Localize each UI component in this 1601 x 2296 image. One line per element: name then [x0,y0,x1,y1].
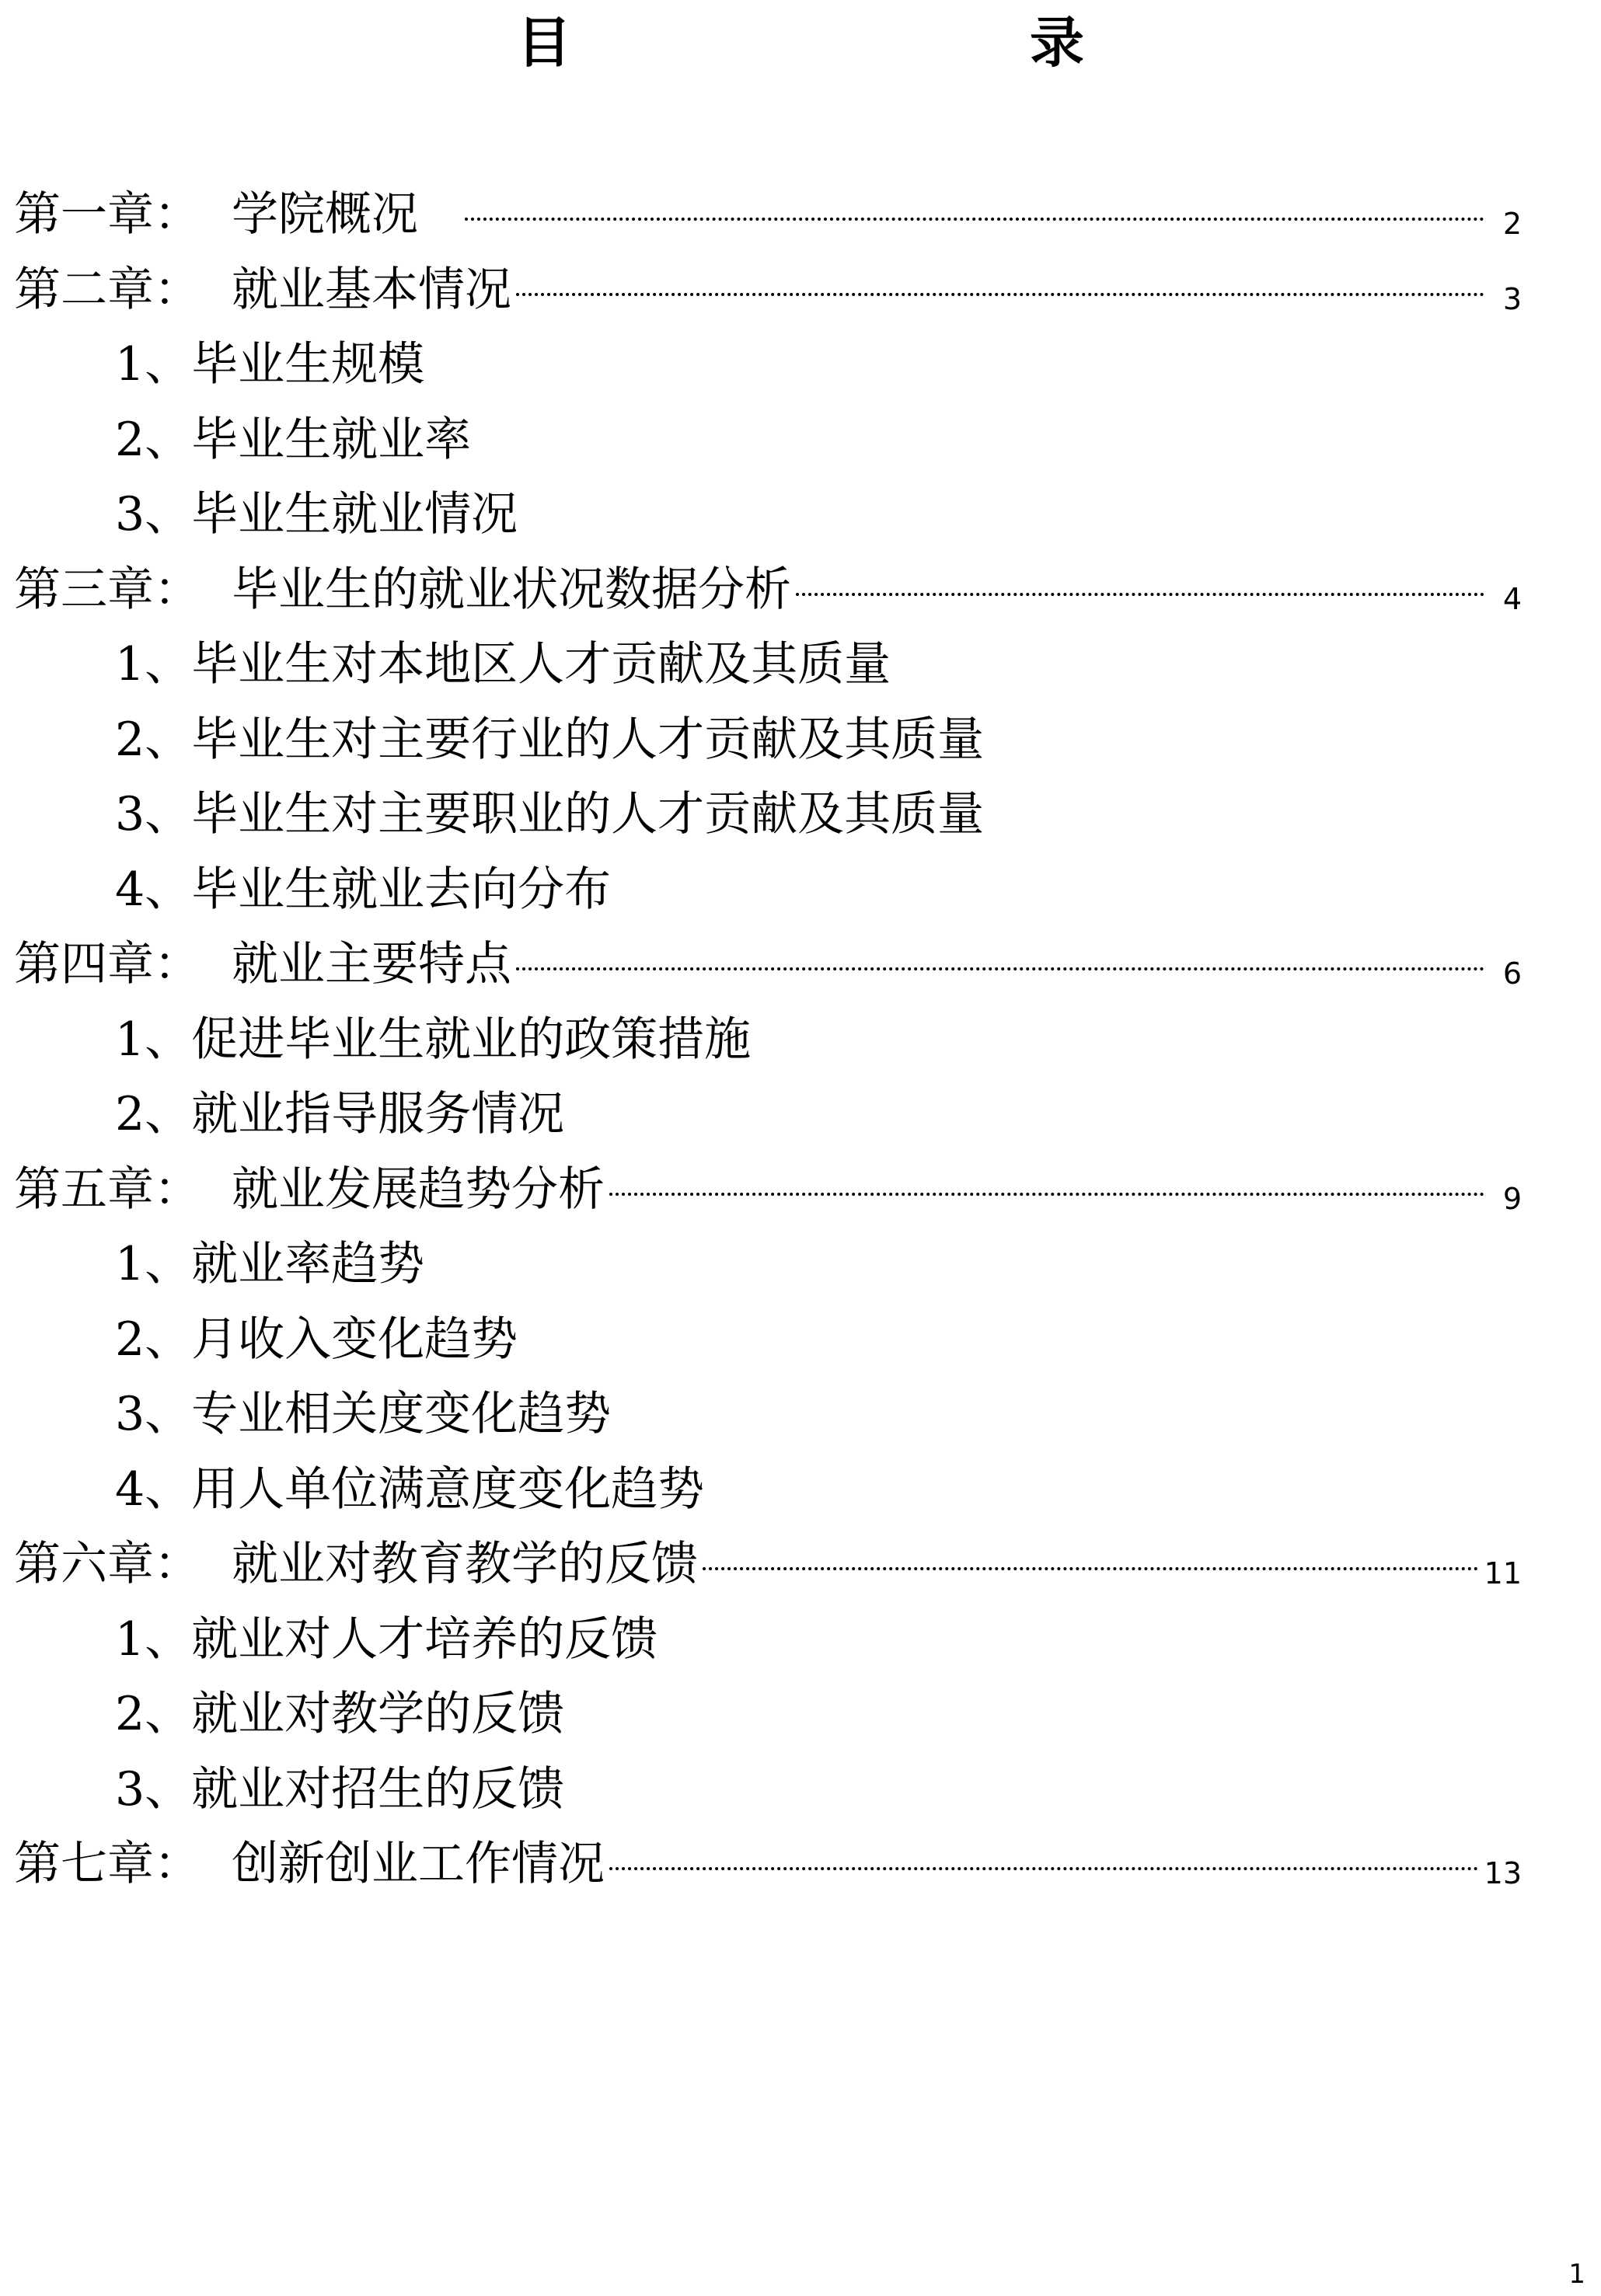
toc-chapter-label: 第三章： [14,562,201,617]
toc-chapter-title: 学院概况 [232,187,418,242]
toc-dot-leader [516,293,1484,296]
toc-page-number: 6 [1502,956,1522,991]
toc-chapter-title: 创新创业工作情况 [232,1837,605,1892]
toc-entry-text [14,253,511,327]
toc-section-title: 4、用人单位满意度变化趋势 [115,1462,705,1517]
toc-section[interactable] [14,1752,1522,1827]
toc-section[interactable] [14,1002,1522,1078]
toc-entry-text [14,552,791,627]
toc-entry-text [14,927,511,1002]
toc-entry-text [14,1527,698,1601]
toc-entry-text [14,1152,605,1227]
toc-section-title: 3、毕业生就业情况 [115,487,518,542]
toc-section-title: 2、就业对教学的反馈 [115,1687,565,1742]
toc-chapter-1[interactable] [14,177,1522,253]
toc-section[interactable] [14,1677,1522,1752]
toc-section-title: 2、毕业生对主要行业的人才贡献及其质量 [115,712,985,767]
toc-chapter-label: 第五章： [14,1162,201,1217]
toc-section-title: 3、毕业生对主要职业的人才贡献及其质量 [115,787,985,842]
toc-section[interactable] [14,627,1522,702]
toc-section-title: 3、就业对招生的反馈 [115,1761,565,1817]
toc-section-title: 4、毕业生就业去向分布 [115,862,612,917]
toc-section-title: 1、就业率趋势 [115,1237,425,1292]
toc-chapter-label: 第二章： [14,262,201,317]
toc-section-title: 2、月收入变化趋势 [115,1312,518,1367]
toc-section[interactable] [14,702,1522,778]
toc-page-number: 9 [1502,1181,1522,1216]
toc-section-title: 1、促进毕业生就业的政策措施 [115,1012,752,1067]
toc-section[interactable] [14,1302,1522,1378]
toc-section-title: 1、毕业生规模 [115,337,425,392]
toc-section[interactable] [14,1077,1522,1152]
toc-chapter-title: 就业基本情况 [232,262,511,317]
toc-chapter-label: 第七章： [14,1837,201,1892]
toc-section[interactable] [14,477,1522,552]
toc-chapter-label: 第六章： [14,1537,201,1592]
toc-section[interactable] [14,852,1522,928]
toc-section[interactable] [14,402,1522,478]
toc-chapter-title: 就业对教育教学的反馈 [232,1537,698,1592]
toc-chapter-title: 毕业生的就业状况数据分析 [232,562,791,617]
toc-dot-leader [609,1867,1478,1870]
toc-section-title: 3、专业相关度变化趋势 [115,1387,612,1442]
toc-page-number: 13 [1484,1856,1522,1891]
page-footer-number: 1 [1568,2259,1585,2290]
toc-chapter-label: 第一章： [14,187,201,242]
toc-section[interactable] [14,1602,1522,1678]
toc-chapter-4[interactable] [14,927,1522,1002]
toc-chapter-title: 就业发展趋势分析 [232,1162,605,1217]
toc-section-title: 1、毕业生对本地区人才贡献及其质量 [115,637,891,692]
toc-chapter-3[interactable] [14,552,1522,628]
toc-chapter-5[interactable] [14,1152,1522,1228]
toc-entry-text [14,1827,605,1901]
toc-dot-leader [465,218,1484,221]
toc-chapter-label: 第四章： [14,937,201,992]
toc-chapter-7[interactable] [14,1827,1522,1902]
toc-page-number: 11 [1484,1556,1522,1591]
toc-dot-leader [796,593,1484,596]
toc-entry-text [14,177,418,252]
toc-section[interactable] [14,1377,1522,1452]
toc-section[interactable] [14,327,1522,402]
page-title: 目 录 [517,11,1201,75]
toc-section-title: 2、就业指导服务情况 [115,1087,565,1142]
toc-page-number: 4 [1502,581,1522,616]
toc-section[interactable] [14,777,1522,852]
toc-chapter-title: 就业主要特点 [232,937,511,992]
toc-chapter-2[interactable] [14,253,1522,328]
toc-page-number: 2 [1502,207,1522,242]
toc-page-number: 3 [1502,281,1522,316]
toc-dot-leader [703,1567,1478,1570]
toc-dot-leader [609,1193,1484,1196]
table-of-contents [14,177,1522,1902]
toc-dot-leader [516,967,1484,970]
toc-section-title: 1、就业对人才培养的反馈 [115,1611,658,1667]
toc-chapter-6[interactable] [14,1527,1522,1602]
toc-section-title: 2、毕业生就业率 [115,412,472,467]
toc-section[interactable] [14,1452,1522,1528]
toc-section[interactable] [14,1227,1522,1302]
